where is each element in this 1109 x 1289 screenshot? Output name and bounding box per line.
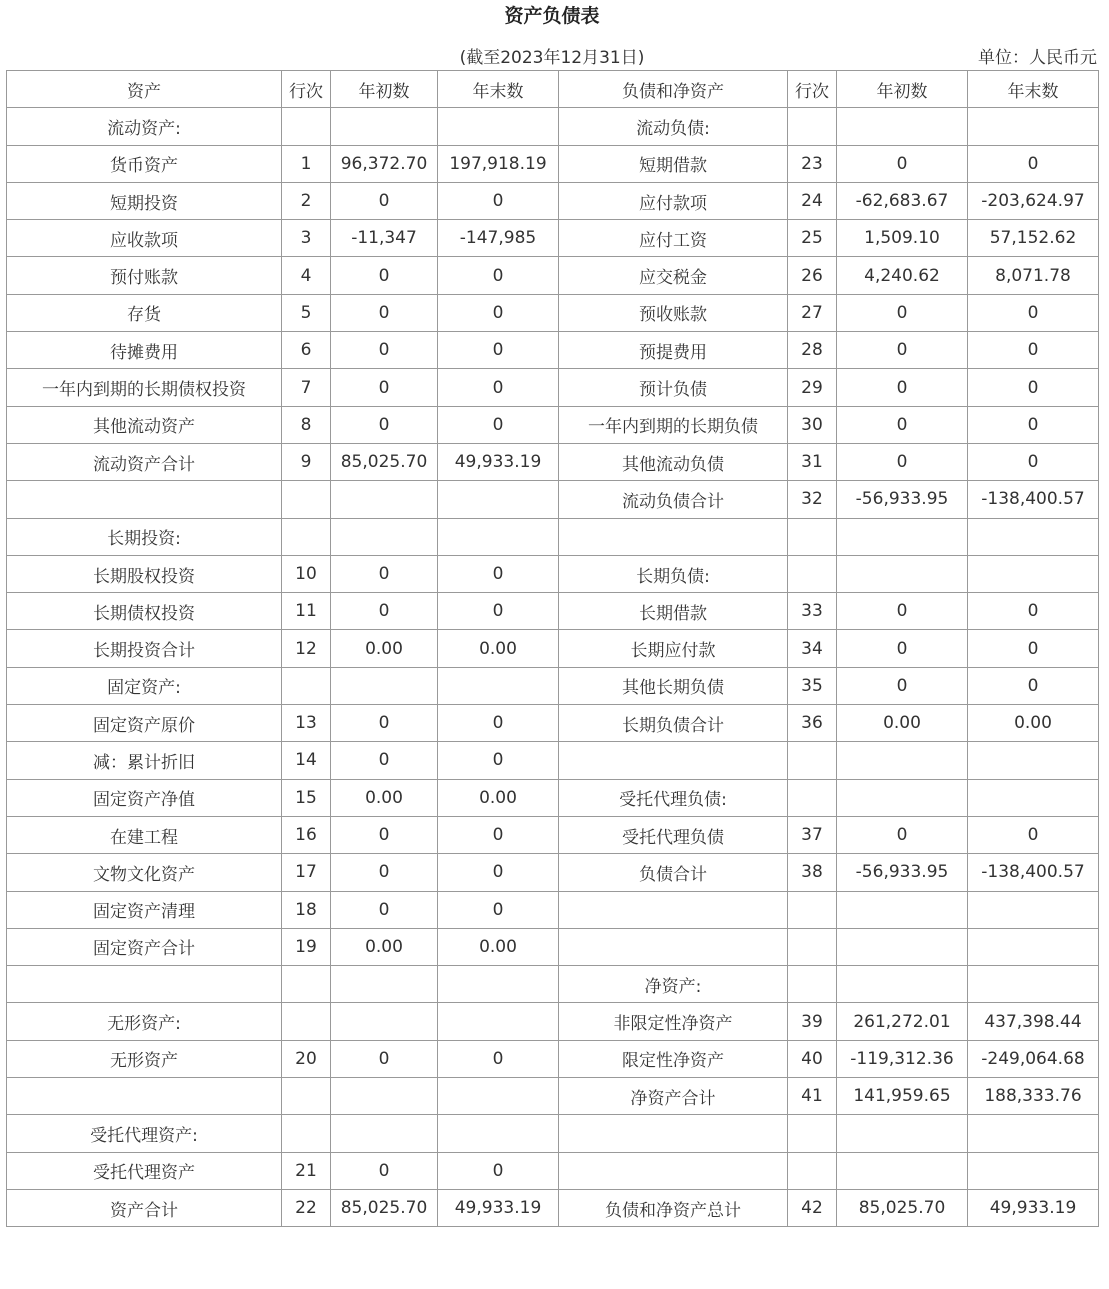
asset-closing-cell: 0	[438, 555, 559, 592]
asset-opening-cell: 0	[331, 593, 438, 630]
asset-closing-cell: 0	[438, 257, 559, 294]
asset-name-cell: 存货	[7, 294, 282, 331]
liability-line-no-cell: 34	[788, 630, 837, 667]
liability-opening-cell	[837, 518, 968, 555]
asset-closing-cell: 0	[438, 705, 559, 742]
asset-closing-cell	[438, 966, 559, 1003]
asset-closing-cell: 197,918.19	[438, 145, 559, 182]
asset-closing-cell: 0	[438, 1152, 559, 1189]
asset-name-cell	[7, 481, 282, 518]
asset-line-no-cell	[282, 1078, 331, 1115]
asset-line-no-cell: 12	[282, 630, 331, 667]
table-row	[7, 257, 1099, 294]
asset-line-no-cell: 6	[282, 332, 331, 369]
liability-closing-cell	[968, 518, 1099, 555]
asset-name-cell	[7, 966, 282, 1003]
balance-sheet-body	[7, 71, 1099, 1227]
asset-opening-cell: 0	[331, 555, 438, 592]
asset-name-cell: 固定资产清理	[7, 891, 282, 928]
liability-name-cell: 非限定性净资产	[559, 1003, 788, 1040]
liability-opening-cell: 0	[837, 816, 968, 853]
liability-name-cell: 短期借款	[559, 145, 788, 182]
asset-closing-cell	[438, 518, 559, 555]
liability-name-cell: 预收账款	[559, 294, 788, 331]
liability-name-cell	[559, 1115, 788, 1152]
liability-opening-cell	[837, 779, 968, 816]
liability-closing-cell: 0	[968, 145, 1099, 182]
asset-closing-cell	[438, 108, 559, 145]
asset-opening-cell: 0.00	[331, 630, 438, 667]
liability-name-cell: 预提费用	[559, 332, 788, 369]
liability-opening-cell: 0	[837, 667, 968, 704]
asset-line-no-cell	[282, 667, 331, 704]
liability-name-cell: 应付款项	[559, 182, 788, 219]
asset-closing-cell: 0	[438, 1040, 559, 1077]
table-row	[7, 443, 1099, 480]
liability-name-cell	[559, 518, 788, 555]
liability-opening-cell: 4,240.62	[837, 257, 968, 294]
liability-line-no-cell: 27	[788, 294, 837, 331]
asset-opening-cell	[331, 1115, 438, 1152]
asset-name-cell: 其他流动资产	[7, 406, 282, 443]
liability-closing-cell: 0	[968, 369, 1099, 406]
liability-name-cell: 预计负债	[559, 369, 788, 406]
asset-opening-cell: 0	[331, 406, 438, 443]
table-row	[7, 108, 1099, 145]
liability-name-cell: 应交税金	[559, 257, 788, 294]
asset-closing-cell	[438, 667, 559, 704]
liability-closing-cell: 0	[968, 667, 1099, 704]
asset-name-cell: 流动资产:	[7, 108, 282, 145]
asset-line-no-cell: 18	[282, 891, 331, 928]
asset-line-no-cell: 2	[282, 182, 331, 219]
liability-name-cell: 流动负债:	[559, 108, 788, 145]
liability-closing-cell	[968, 779, 1099, 816]
asset-line-no-cell: 9	[282, 443, 331, 480]
asset-name-cell: 固定资产合计	[7, 928, 282, 965]
liability-line-no-cell: 23	[788, 145, 837, 182]
liability-name-cell: 其他流动负债	[559, 443, 788, 480]
asset-name-cell: 一年内到期的长期债权投资	[7, 369, 282, 406]
table-row	[7, 294, 1099, 331]
liability-name-cell: 长期负债:	[559, 555, 788, 592]
asset-opening-cell: 0	[331, 182, 438, 219]
liability-name-cell	[559, 891, 788, 928]
liability-closing-cell	[968, 555, 1099, 592]
asset-closing-cell: 0.00	[438, 779, 559, 816]
asset-name-cell: 减：累计折旧	[7, 742, 282, 779]
liability-line-no-cell: 33	[788, 593, 837, 630]
liability-opening-cell	[837, 555, 968, 592]
liability-name-cell	[559, 1152, 788, 1189]
liability-line-no-cell: 26	[788, 257, 837, 294]
asset-name-cell: 长期投资:	[7, 518, 282, 555]
asset-line-no-cell: 8	[282, 406, 331, 443]
asset-opening-cell: 0	[331, 294, 438, 331]
liability-opening-cell: 141,959.65	[837, 1078, 968, 1115]
liability-line-no-cell	[788, 1152, 837, 1189]
liability-closing-cell: -138,400.57	[968, 854, 1099, 891]
liability-name-cell: 流动负债合计	[559, 481, 788, 518]
asset-line-no-cell: 5	[282, 294, 331, 331]
liability-closing-cell: 0.00	[968, 705, 1099, 742]
asset-closing-cell: 49,933.19	[438, 443, 559, 480]
liability-closing-cell: 0	[968, 294, 1099, 331]
table-row	[7, 332, 1099, 369]
liability-closing-cell: 188,333.76	[968, 1078, 1099, 1115]
asset-opening-cell	[331, 667, 438, 704]
asset-name-cell: 文物文化资产	[7, 854, 282, 891]
liability-line-no-cell	[788, 891, 837, 928]
asset-closing-cell: 0	[438, 332, 559, 369]
liability-name-cell	[559, 928, 788, 965]
asset-opening-cell	[331, 1078, 438, 1115]
liability-line-no-cell	[788, 518, 837, 555]
liability-line-no-cell: 24	[788, 182, 837, 219]
table-row	[7, 1040, 1099, 1077]
balance-sheet-table	[6, 70, 1099, 1227]
asset-opening-cell	[331, 1003, 438, 1040]
asset-name-cell: 固定资产原价	[7, 705, 282, 742]
liability-opening-cell: 0.00	[837, 705, 968, 742]
table-row	[7, 705, 1099, 742]
liability-line-no-cell: 42	[788, 1189, 837, 1226]
liability-line-no-cell: 41	[788, 1078, 837, 1115]
table-row	[7, 220, 1099, 257]
liability-name-cell: 受托代理负债	[559, 816, 788, 853]
liability-closing-cell: -203,624.97	[968, 182, 1099, 219]
asset-closing-cell: 0.00	[438, 928, 559, 965]
asset-line-no-cell: 19	[282, 928, 331, 965]
liability-closing-cell	[968, 1152, 1099, 1189]
asset-line-no-cell	[282, 1003, 331, 1040]
table-row	[7, 518, 1099, 555]
liability-opening-cell: 0	[837, 593, 968, 630]
liability-closing-cell: 0	[968, 406, 1099, 443]
asset-opening-cell: 0	[331, 705, 438, 742]
asset-name-cell: 预付账款	[7, 257, 282, 294]
liability-line-no-cell: 25	[788, 220, 837, 257]
liability-closing-cell: 49,933.19	[968, 1189, 1099, 1226]
liability-line-no-cell: 39	[788, 1003, 837, 1040]
liability-closing-cell	[968, 891, 1099, 928]
asset-name-cell: 流动资产合计	[7, 443, 282, 480]
asset-line-no-cell	[282, 966, 331, 1003]
liability-line-no-cell: 40	[788, 1040, 837, 1077]
liability-closing-cell	[968, 742, 1099, 779]
liability-name-cell: 负债和净资产总计	[559, 1189, 788, 1226]
asset-name-cell: 固定资产:	[7, 667, 282, 704]
asset-line-no-cell: 1	[282, 145, 331, 182]
liability-name-cell: 长期应付款	[559, 630, 788, 667]
asset-line-no-cell: 16	[282, 816, 331, 853]
liability-closing-cell: 437,398.44	[968, 1003, 1099, 1040]
liability-name-cell: 其他长期负债	[559, 667, 788, 704]
liability-line-no-cell	[788, 928, 837, 965]
table-row	[7, 779, 1099, 816]
asset-closing-cell: 0	[438, 891, 559, 928]
table-row	[7, 481, 1099, 518]
liability-name-cell: 净资产:	[559, 966, 788, 1003]
header-asset-opening: 年初数	[331, 71, 438, 108]
table-row	[7, 182, 1099, 219]
asset-opening-cell: 0	[331, 816, 438, 853]
liability-name-cell: 净资产合计	[559, 1078, 788, 1115]
asset-opening-cell: 0	[331, 854, 438, 891]
table-row	[7, 742, 1099, 779]
asset-name-cell: 长期投资合计	[7, 630, 282, 667]
asset-closing-cell: 49,933.19	[438, 1189, 559, 1226]
asset-opening-cell	[331, 966, 438, 1003]
table-row	[7, 667, 1099, 704]
liability-closing-cell: 0	[968, 593, 1099, 630]
table-row	[7, 630, 1099, 667]
asset-name-cell: 无形资产:	[7, 1003, 282, 1040]
table-row	[7, 593, 1099, 630]
asset-opening-cell: 0	[331, 742, 438, 779]
liability-closing-cell: 57,152.62	[968, 220, 1099, 257]
asset-name-cell: 受托代理资产	[7, 1152, 282, 1189]
liability-closing-cell	[968, 966, 1099, 1003]
liability-opening-cell	[837, 891, 968, 928]
asset-name-cell: 待摊费用	[7, 332, 282, 369]
table-row	[7, 891, 1099, 928]
header-row	[7, 71, 1099, 108]
header-liability-opening: 年初数	[837, 71, 968, 108]
liability-opening-cell	[837, 742, 968, 779]
liability-line-no-cell	[788, 779, 837, 816]
liability-line-no-cell	[788, 1115, 837, 1152]
asset-name-cell	[7, 1078, 282, 1115]
asset-closing-cell: 0	[438, 816, 559, 853]
liability-line-no-cell	[788, 555, 837, 592]
asset-name-cell: 长期债权投资	[7, 593, 282, 630]
liability-closing-cell	[968, 928, 1099, 965]
asset-opening-cell: 0	[331, 257, 438, 294]
asset-opening-cell: 0	[331, 1152, 438, 1189]
asset-line-no-cell	[282, 481, 331, 518]
asset-closing-cell: 0	[438, 406, 559, 443]
table-row	[7, 555, 1099, 592]
asset-opening-cell	[331, 518, 438, 555]
asset-name-cell: 固定资产净值	[7, 779, 282, 816]
table-row	[7, 1115, 1099, 1152]
liability-line-no-cell	[788, 966, 837, 1003]
asset-opening-cell: 0	[331, 369, 438, 406]
asset-opening-cell: 85,025.70	[331, 1189, 438, 1226]
asset-opening-cell: 0	[331, 332, 438, 369]
liability-line-no-cell	[788, 108, 837, 145]
asset-line-no-cell	[282, 1115, 331, 1152]
table-row	[7, 928, 1099, 965]
liability-closing-cell: 0	[968, 816, 1099, 853]
liability-opening-cell: -119,312.36	[837, 1040, 968, 1077]
table-row	[7, 145, 1099, 182]
asset-closing-cell	[438, 1078, 559, 1115]
table-row	[7, 966, 1099, 1003]
asset-line-no-cell: 7	[282, 369, 331, 406]
asset-name-cell: 无形资产	[7, 1040, 282, 1077]
asset-closing-cell: -147,985	[438, 220, 559, 257]
liability-name-cell: 受托代理负债:	[559, 779, 788, 816]
liability-opening-cell: -56,933.95	[837, 854, 968, 891]
asset-closing-cell: 0	[438, 182, 559, 219]
table-row	[7, 369, 1099, 406]
liability-line-no-cell: 36	[788, 705, 837, 742]
asset-name-cell: 长期股权投资	[7, 555, 282, 592]
asset-closing-cell	[438, 1003, 559, 1040]
liability-closing-cell: 8,071.78	[968, 257, 1099, 294]
asset-opening-cell: -11,347	[331, 220, 438, 257]
liability-line-no-cell: 32	[788, 481, 837, 518]
asset-line-no-cell: 11	[282, 593, 331, 630]
report-date: (截至2023年12月31日)	[459, 48, 645, 68]
asset-opening-cell: 85,025.70	[331, 443, 438, 480]
liability-opening-cell: -62,683.67	[837, 182, 968, 219]
liability-opening-cell: 1,509.10	[837, 220, 968, 257]
liability-name-cell: 长期借款	[559, 593, 788, 630]
asset-opening-cell: 0.00	[331, 928, 438, 965]
liability-opening-cell: 0	[837, 294, 968, 331]
asset-opening-cell	[331, 108, 438, 145]
asset-name-cell: 资产合计	[7, 1189, 282, 1226]
asset-line-no-cell	[282, 518, 331, 555]
asset-opening-cell	[331, 481, 438, 518]
asset-opening-cell: 96,372.70	[331, 145, 438, 182]
asset-name-cell: 短期投资	[7, 182, 282, 219]
asset-closing-cell: 0.00	[438, 630, 559, 667]
liability-name-cell: 应付工资	[559, 220, 788, 257]
asset-line-no-cell: 15	[282, 779, 331, 816]
header-liability-line-no: 行次	[788, 71, 837, 108]
liability-name-cell: 一年内到期的长期负债	[559, 406, 788, 443]
liability-line-no-cell: 29	[788, 369, 837, 406]
table-row	[7, 1003, 1099, 1040]
asset-closing-cell: 0	[438, 593, 559, 630]
asset-line-no-cell: 4	[282, 257, 331, 294]
liability-name-cell: 长期负债合计	[559, 705, 788, 742]
table-row	[7, 1078, 1099, 1115]
table-row	[7, 1189, 1099, 1226]
liability-closing-cell: -138,400.57	[968, 481, 1099, 518]
liability-line-no-cell: 38	[788, 854, 837, 891]
asset-line-no-cell: 21	[282, 1152, 331, 1189]
liability-opening-cell: 0	[837, 332, 968, 369]
liability-closing-cell: -249,064.68	[968, 1040, 1099, 1077]
asset-line-no-cell: 3	[282, 220, 331, 257]
asset-line-no-cell: 10	[282, 555, 331, 592]
table-row	[7, 406, 1099, 443]
liability-opening-cell: 0	[837, 406, 968, 443]
asset-line-no-cell: 20	[282, 1040, 331, 1077]
liability-line-no-cell: 30	[788, 406, 837, 443]
header-liability-closing: 年末数	[968, 71, 1099, 108]
liability-closing-cell	[968, 108, 1099, 145]
asset-line-no-cell: 13	[282, 705, 331, 742]
header-asset-name: 资产	[7, 71, 282, 108]
table-row	[7, 854, 1099, 891]
liability-closing-cell: 0	[968, 443, 1099, 480]
asset-closing-cell: 0	[438, 294, 559, 331]
asset-line-no-cell: 17	[282, 854, 331, 891]
asset-opening-cell: 0	[331, 1040, 438, 1077]
asset-line-no-cell: 14	[282, 742, 331, 779]
liability-name-cell	[559, 742, 788, 779]
liability-opening-cell	[837, 966, 968, 1003]
table-row	[7, 816, 1099, 853]
liability-closing-cell: 0	[968, 332, 1099, 369]
asset-line-no-cell	[282, 108, 331, 145]
liability-closing-cell: 0	[968, 630, 1099, 667]
liability-opening-cell: 0	[837, 145, 968, 182]
asset-name-cell: 受托代理资产:	[7, 1115, 282, 1152]
report-title: 资产负债表	[504, 5, 600, 27]
liability-opening-cell: 261,272.01	[837, 1003, 968, 1040]
liability-name-cell: 负债合计	[559, 854, 788, 891]
liability-opening-cell	[837, 1152, 968, 1189]
liability-opening-cell: 0	[837, 630, 968, 667]
liability-opening-cell: -56,933.95	[837, 481, 968, 518]
liability-opening-cell	[837, 928, 968, 965]
header-asset-closing: 年末数	[438, 71, 559, 108]
liability-line-no-cell	[788, 742, 837, 779]
asset-closing-cell: 0	[438, 854, 559, 891]
liability-opening-cell	[837, 1115, 968, 1152]
liability-name-cell: 限定性净资产	[559, 1040, 788, 1077]
liability-line-no-cell: 35	[788, 667, 837, 704]
liability-line-no-cell: 37	[788, 816, 837, 853]
table-row	[7, 1152, 1099, 1189]
asset-name-cell: 应收款项	[7, 220, 282, 257]
liability-line-no-cell: 31	[788, 443, 837, 480]
asset-closing-cell: 0	[438, 742, 559, 779]
asset-opening-cell: 0.00	[331, 779, 438, 816]
liability-closing-cell	[968, 1115, 1099, 1152]
liability-opening-cell	[837, 108, 968, 145]
asset-closing-cell	[438, 481, 559, 518]
liability-line-no-cell: 28	[788, 332, 837, 369]
liability-opening-cell: 0	[837, 369, 968, 406]
liability-opening-cell: 0	[837, 443, 968, 480]
asset-opening-cell: 0	[331, 891, 438, 928]
asset-closing-cell	[438, 1115, 559, 1152]
header-liability-name: 负债和净资产	[559, 71, 788, 108]
asset-name-cell: 货币资产	[7, 145, 282, 182]
currency-unit: 单位：人民币元	[978, 48, 1097, 68]
header-asset-line-no: 行次	[282, 71, 331, 108]
asset-name-cell: 在建工程	[7, 816, 282, 853]
asset-line-no-cell: 22	[282, 1189, 331, 1226]
asset-closing-cell: 0	[438, 369, 559, 406]
liability-opening-cell: 85,025.70	[837, 1189, 968, 1226]
